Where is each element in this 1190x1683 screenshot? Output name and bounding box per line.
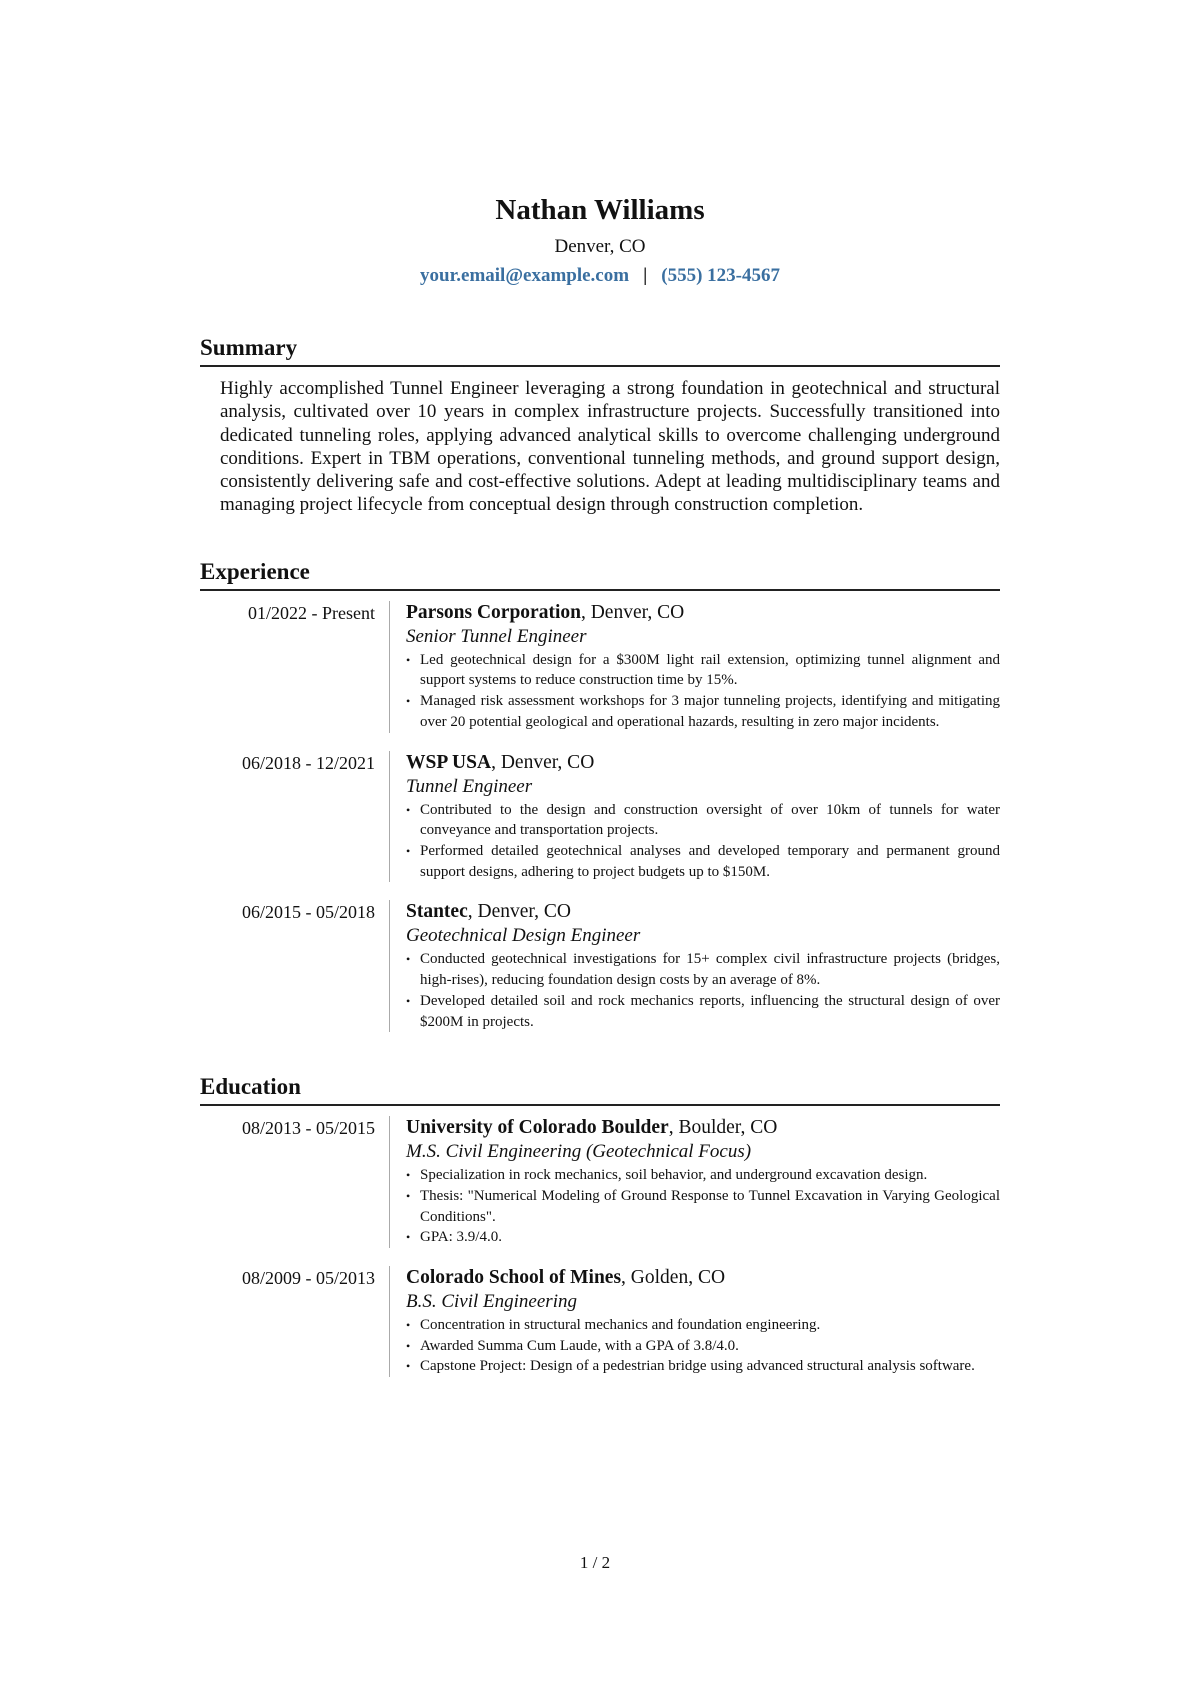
entry-heading <box>406 1266 1000 1290</box>
bullet-item: • Concentration in structural mechanics and foundation engineering. <box>406 1315 1000 1336</box>
job-title: Senior Tunnel Engineer <box>406 625 587 647</box>
school-name: University of Colorado Boulder <box>406 1117 669 1139</box>
bullet-item: • Contributed to the design and construction oversight of over 10km of tunnels for water conveyance and transportation projects. <box>406 800 1000 841</box>
entry-dates: 06/2018 - 12/2021 <box>242 752 375 773</box>
candidate-name: Nathan Williams <box>495 194 705 226</box>
experience-section <box>200 557 1000 1032</box>
school-name: Colorado School of Mines <box>406 1267 622 1289</box>
section-title-education: Education <box>200 1072 1000 1106</box>
school-location: , Boulder, CO <box>668 1117 778 1139</box>
phone-link[interactable]: (555) 123-4567 <box>661 265 780 286</box>
employer-name: WSP USA <box>406 751 492 773</box>
bullet-item: • GPA: 3.9/4.0. <box>406 1227 1000 1248</box>
bullet-item: • Thesis: "Numerical Modeling of Ground Response to Tunnel Excavation in Varying Geological Conditions". <box>406 1186 1000 1227</box>
email-link[interactable]: your.email@example.com <box>420 265 630 286</box>
employer-name: Parsons Corporation <box>406 601 581 623</box>
entry-body <box>389 751 1000 883</box>
bullet-list <box>406 1315 1000 1377</box>
entry-dates: 08/2013 - 05/2015 <box>242 1118 375 1139</box>
entry-heading <box>406 601 1000 625</box>
employer-location: , Denver, CO <box>491 751 595 773</box>
bullet-list <box>406 949 1000 1032</box>
employer-location: , Denver, CO <box>467 901 571 923</box>
education-section <box>200 1072 1000 1377</box>
entry-dates: 01/2022 - Present <box>248 602 375 623</box>
bullet-item: • Managed risk assessment workshops for 3 major tunneling projects, identifying and mitigating over 20 potential geological and operational hazards, resulting in zero major incidents. <box>406 691 1000 732</box>
bullet-item: • Conducted geotechnical investigations for 15+ complex civil infrastructure projects (bridges, high-rises), reducing foundation design costs by an average of 8%. <box>406 949 1000 990</box>
bullet-item: • Awarded Summa Cum Laude, with a GPA of 3.8/4.0. <box>406 1336 1000 1357</box>
summary-section <box>200 333 1000 517</box>
job-title: Geotechnical Design Engineer <box>406 925 641 947</box>
entry-heading <box>406 900 1000 924</box>
bullet-list <box>406 800 1000 883</box>
entry-body <box>389 900 1000 1032</box>
candidate-location: Denver, CO <box>554 236 646 257</box>
contact-line <box>200 261 1000 291</box>
entry-body <box>389 1116 1000 1248</box>
employer-name: Stantec <box>406 901 468 923</box>
job-title: Tunnel Engineer <box>406 775 533 797</box>
bullet-item: • Developed detailed soil and rock mechanics reports, influencing the structural design of over $200M in projects. <box>406 991 1000 1032</box>
contact-separator: | <box>643 265 648 286</box>
entry-heading <box>406 751 1000 775</box>
education-entry <box>200 1266 1000 1377</box>
school-location: , Golden, CO <box>621 1267 726 1289</box>
entry-body <box>389 1266 1000 1377</box>
summary-text: Highly accomplished Tunnel Engineer leveraging a strong foundation in geotechnical and structural analysis, cultivated over 10 years in complex infrastructure projects. Successfully transitioned into dedicated tunneling roles, applying advanced analytical skills to overcome challenging underground conditions. Expert in TBM operations, conventional tunneling methods, and ground support design, consistently delivering safe and cost-effective solutions. Adept at leading multidisciplinary teams and managing project lifecycle from conceptual design through construction completion. <box>220 378 1000 516</box>
entry-body <box>389 601 1000 733</box>
entry-dates: 06/2015 - 05/2018 <box>242 902 375 923</box>
education-entry <box>200 1116 1000 1248</box>
resume-header <box>200 185 1000 291</box>
bullet-item: • Performed detailed geotechnical analyses and developed temporary and permanent ground support designs, adhering to project budgets up to $150M. <box>406 841 1000 882</box>
section-title-experience: Experience <box>200 557 1000 591</box>
entry-heading <box>406 1116 1000 1140</box>
bullet-list <box>406 650 1000 733</box>
employer-location: , Denver, CO <box>580 601 685 623</box>
resume-content <box>200 185 1000 1377</box>
experience-entry <box>200 900 1000 1032</box>
degree: B.S. Civil Engineering <box>406 1291 577 1313</box>
bullet-item: • Led geotechnical design for a $300M light rail extension, optimizing tunnel alignment and support systems to reduce construction time by 15%. <box>406 650 1000 691</box>
degree: M.S. Civil Engineering (Geotechnical Focus) <box>406 1141 752 1163</box>
entry-dates: 08/2009 - 05/2013 <box>242 1268 375 1289</box>
section-title-summary: Summary <box>200 333 1000 367</box>
bullet-item: • Capstone Project: Design of a pedestrian bridge using advanced structural analysis software. <box>406 1356 1000 1377</box>
bullet-list <box>406 1165 1000 1248</box>
bullet-item: • Specialization in rock mechanics, soil behavior, and underground excavation design. <box>406 1165 1000 1186</box>
experience-entry <box>200 751 1000 883</box>
page-number: 1 / 2 <box>579 1553 611 1572</box>
experience-entry <box>200 601 1000 733</box>
